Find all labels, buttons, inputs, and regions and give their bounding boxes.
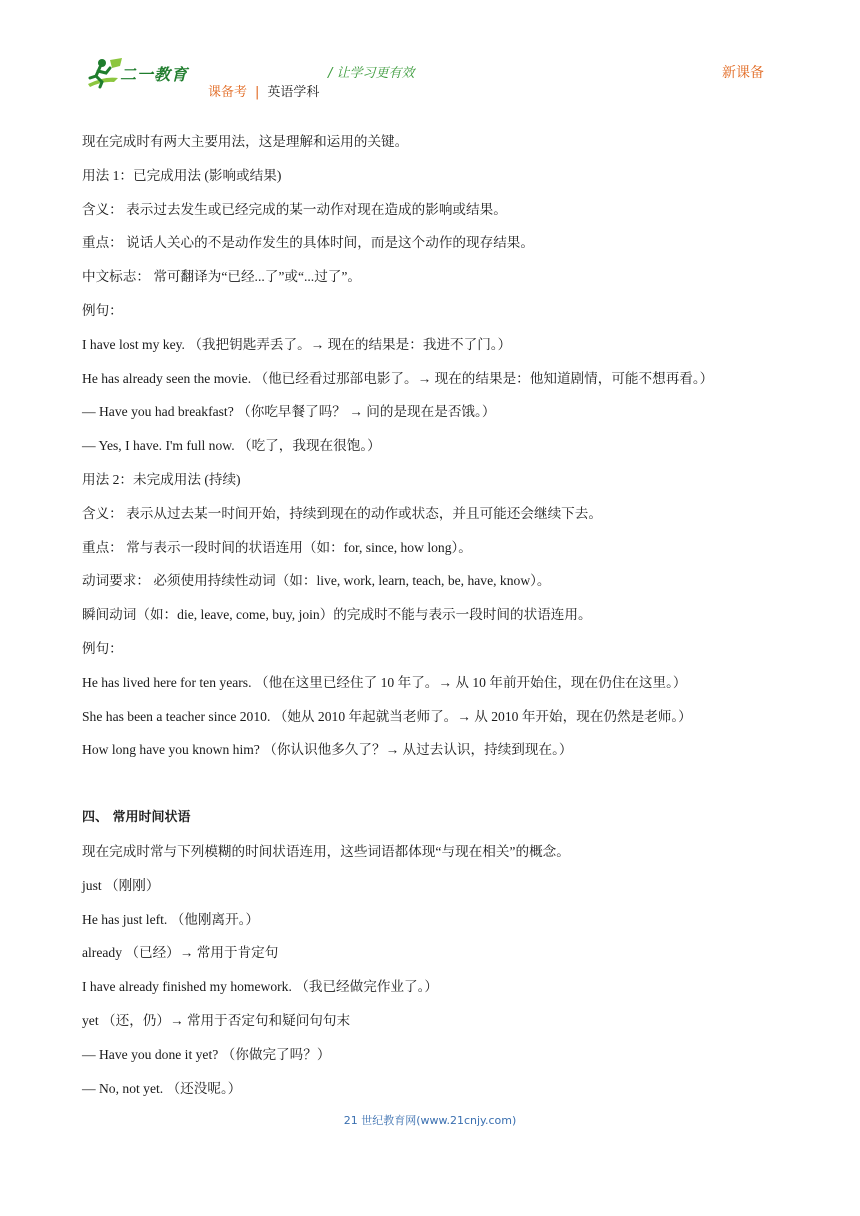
new-course-label: 新课备 [722, 65, 764, 81]
subject-label: 英语学科 [267, 85, 320, 100]
example-sentence: He has lived here for ten years. （他在这里已经住了 10 年了。→ 从 10 年前开始住，现在仍住在这里。） [82, 674, 687, 690]
example-label: 例句： [82, 640, 123, 656]
example-sentence: I have already finished my homework. （我已经做完作业了。） [82, 979, 439, 995]
paragraph: 瞬间动词（如：die, leave, come, buy, join）的完成时不能与表示一段时间的状语连用。 [82, 607, 592, 623]
section-gap [82, 773, 782, 807]
usage-1-title: 用法 1：已完成用法 (影响或结果) [82, 167, 282, 183]
logo-text: 二一教育 [120, 65, 189, 84]
paragraph: 现在完成时有两大主要用法，这是理解和运用的关键。 [82, 134, 409, 149]
header-subtitle [208, 81, 319, 100]
paragraph: 重点： 说话人关心的不是动作发生的具体时间，而是这个动作的现存结果。 [82, 235, 534, 251]
example-sentence: He has already seen the movie. （他已经看过那部电影了。→ 现在的结果是：他知道剧情，可能不想再看。） [82, 370, 714, 386]
page-header [0, 0, 860, 110]
sub-left-label: 课备考 [208, 85, 248, 100]
example-sentence: She has been a teacher since 2010. （她从 2010 年起就当老师了。→ 从 2010 年开始，现在仍然是老师。） [82, 708, 692, 724]
example-sentence: I have lost my key. （我把钥匙弄丢了。→ 现在的结果是：我进不了门。） [82, 336, 512, 352]
example-sentence: — Have you had breakfast? （你吃早餐了吗？ → 问的是现在是否饿。） [82, 404, 496, 420]
paragraph: 动词要求： 必须使用持续性动词（如：live, work, learn, teach, be, have, know）。 [82, 573, 551, 589]
example-label: 例句： [82, 302, 123, 318]
footer-source: 21 世纪教育网(www.21cnjy.com) [343, 1114, 517, 1127]
adverb-term: yet （还，仍）→ 常用于否定句和疑问句句末 [82, 1012, 351, 1028]
paragraph: 含义： 表示过去发生或已经完成的某一动作对现在造成的影响或结果。 [82, 201, 507, 217]
section-heading: 四、 常用时间状语 [82, 810, 191, 826]
paragraph: 中文标志： 常可翻译为“已经...了”或“...过了”。 [82, 269, 362, 285]
example-sentence: — Have you done it yet? （你做完了吗？） [82, 1046, 331, 1062]
slogan: / 让学习更有效 [328, 66, 415, 81]
adverb-term: already （已经）→ 常用于肯定句 [82, 945, 279, 961]
example-sentence: — Yes, I have. I'm full now. （吃了，我现在很饱。） [82, 438, 381, 454]
document-body [82, 131, 782, 1111]
usage-2-title: 用法 2：未完成用法 (持续) [82, 471, 241, 487]
example-sentence: How long have you known him? （你认识他多久了？→ 从过去认识，持续到现在。） [82, 742, 573, 758]
example-sentence: He has just left. （他刚离开。） [82, 911, 260, 927]
paragraph: 含义： 表示从过去某一时间开始，持续到现在的动作或状态，并且可能还会继续下去。 [82, 505, 602, 521]
paragraph: 重点： 常与表示一段时间的状语连用（如：for, since, how long）。 [82, 539, 472, 555]
example-sentence: — No, not yet. （还没呢。） [82, 1080, 242, 1096]
sub-separator: | [255, 85, 260, 100]
adverb-term: just （刚刚） [82, 877, 160, 893]
paragraph: 现在完成时常与下列模糊的时间状语连用，这些词语都体现“与现在相关”的概念。 [82, 843, 570, 859]
